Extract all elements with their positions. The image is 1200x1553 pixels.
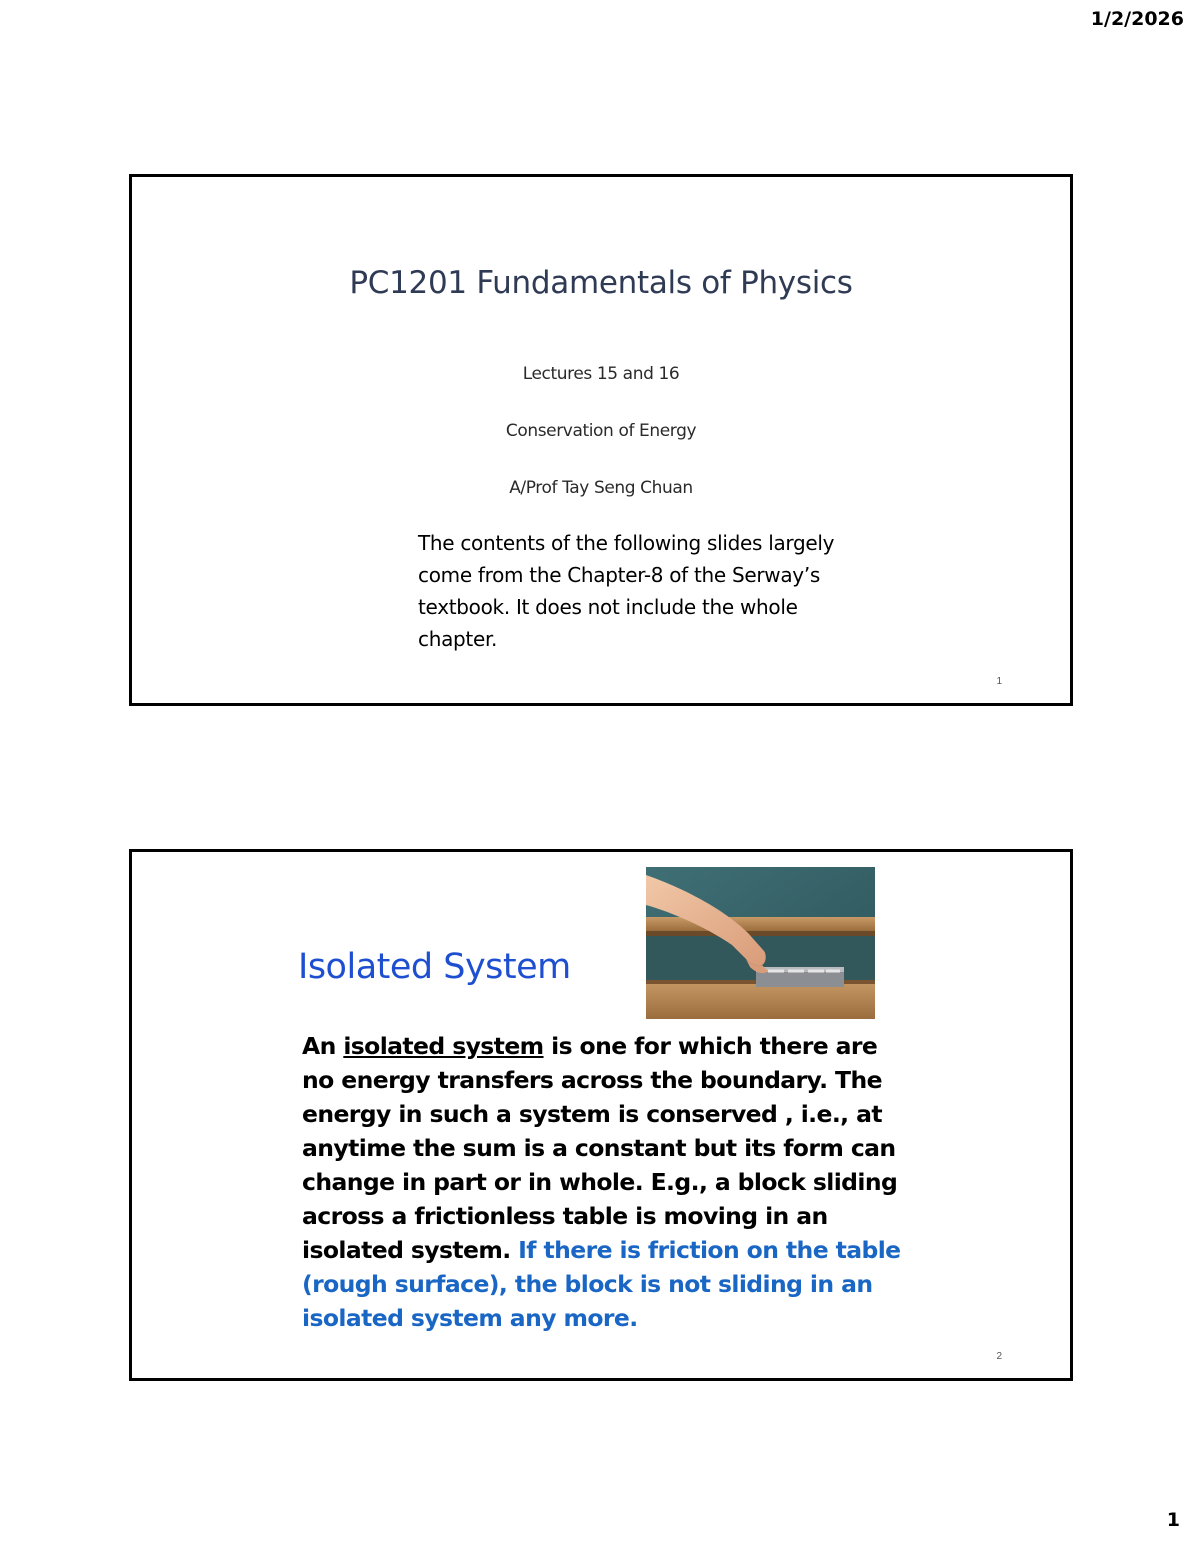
page-number: 1 (1166, 1509, 1180, 1531)
block-on-table-photo (646, 867, 875, 1019)
slide-1-note: The contents of the following slides largely come from the Chapter-8 of the Serway’s textbook. It does not include the whole chapter. (418, 531, 835, 651)
slide-1-title: PC1201 Fundamentals of Physics (349, 265, 853, 301)
isolated-system-term: isolated system (343, 1032, 544, 1060)
page-date: 1/2/2026 (1090, 8, 1184, 30)
slide-1 (129, 174, 1073, 706)
slide-2-number: 2 (996, 1351, 1002, 1362)
slide-1-lectures: Lectures 15 and 16 (522, 364, 680, 384)
slide-1-number: 1 (996, 676, 1002, 687)
slide-2-body (302, 1029, 912, 1335)
slide-2 (129, 849, 1073, 1381)
slide-2-body-text: is one for which there are no energy transfers across the boundary. The energy in such a system is conserved , i.e., at anytime the sum is a constant but its form can change in part or in whole. E.g., a block sliding across a frictionless table is moving in an isolated system. (302, 1032, 898, 1264)
slide-2-title: Isolated System (298, 947, 571, 987)
slide-2-friction-note: If there is friction on the table (rough surface), the block is not sliding in an isolated system any more. (302, 1236, 901, 1332)
slide-1-author: A/Prof Tay Seng Chuan (509, 478, 693, 498)
slide-2-body-lead: An (302, 1032, 344, 1060)
slide-1-topic: Conservation of Energy (505, 421, 697, 441)
